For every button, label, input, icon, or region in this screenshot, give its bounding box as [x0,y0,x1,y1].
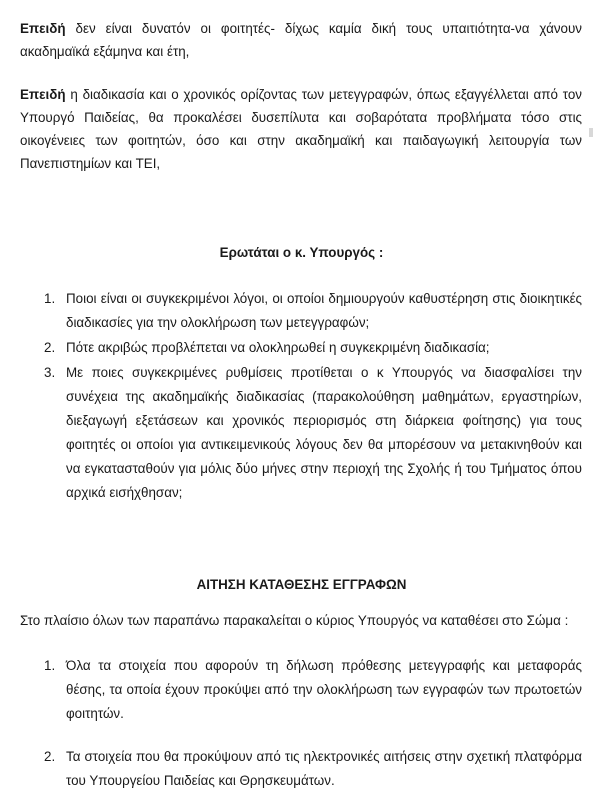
documents-heading: ΑΙΤΗΣΗ ΚΑΤΑΘΕΣΗΣ ΕΓΓΡΑΦΩΝ [196,577,407,592]
question-number-3: 3. [44,365,56,380]
question-item-2 [20,336,582,360]
preamble-text-1: δεν είναι δυνατόν οι φοιτητές- δίχως καμία δική τους υπαιτιότητα-να χάνουν ακαδημαϊκά εξάμηνα και έτη, [20,21,582,59]
scan-mark [589,128,593,137]
document-text-1: Όλα τα στοιχεία που αφορούν τη δήλωση πρόθεσης μετεγγραφής και μεταφοράς θέσης, τα οποία έχουν προκύψει από την ολοκλήρωση των εγγραφών των πρωτοετών φοιτητών. [66,658,582,721]
question-text-1: Ποιοι είναι οι συγκεκριμένοι λόγοι, οι οποίοι δημιουργούν καθυστέρηση στις διοικητικές διαδικασίες για την ολοκλήρωση των μετεγγραφών; [66,291,582,330]
document-item-2 [20,745,582,793]
question-item-1 [20,287,582,335]
question-item-3 [20,361,582,505]
preamble-paragraph-2 [20,83,582,175]
preamble-text-2: η διαδικασία και ο χρονικός ορίζοντας των μετεγγραφών, όπως εξαγγέλλεται από τον Υπουργό Παιδείας, θα προκαλέσει δυσεπίλυτα και σοβαρότατα προβλήματα τόσο στις οικογένειες των φοιτητών, όσο και στην ακαδημαϊκή και παιδαγωγική λειτουργία των Πανεπιστημίων και ΤΕΙ, [20,87,582,171]
question-number-2: 2. [44,340,56,355]
preamble-paragraph-1 [20,17,582,63]
documents-intro: Στο πλαίσιο όλων των παραπάνω παρακαλείται ο κύριος Υπουργός να καταθέσει στο Σώμα : [20,613,569,628]
question-number-1: 1. [44,291,56,306]
document-number-2: 2. [44,749,56,764]
question-text-3: Με ποιες συγκεκριμένες ρυθμίσεις προτίθεται ο κ Υπουργός να διασφαλίσει την συνέχεια της ακαδημαϊκής διαδικασίας (παρακολούθηση μαθημάτων, εργαστηρίων, διεξαγωγή εξετάσεων και χρονικός περιορισμός στη διάρκεια φοίτησης) για τους φοιτητές οι οποίοι για αντικειμενικούς λόγους δεν θα μπορέσουν να μετακινηθούν και να εγκατασταθούν για μόλις δύο μήνες στην περιοχή της Σχολής ή του Τμήματος όπου αρχικά εισήχθησαν; [66,365,582,500]
preamble-lead-1: Επειδή [20,21,66,36]
document-item-1 [20,654,582,726]
document-number-1: 1. [44,658,56,673]
preamble-lead-2: Επειδή [20,87,66,102]
document-text-2: Τα στοιχεία που θα προκύψουν από τις ηλεκτρονικές αιτήσεις στην σχετική πλατφόρμα του Υπουργείου Παιδείας και Θρησκευμάτων. [66,749,582,788]
question-text-2: Πότε ακριβώς προβλέπεται να ολοκληρωθεί η συγκεκριμένη διαδικασία; [66,340,490,355]
questions-heading: Ερωτάται ο κ. Υπουργός : [219,245,384,260]
